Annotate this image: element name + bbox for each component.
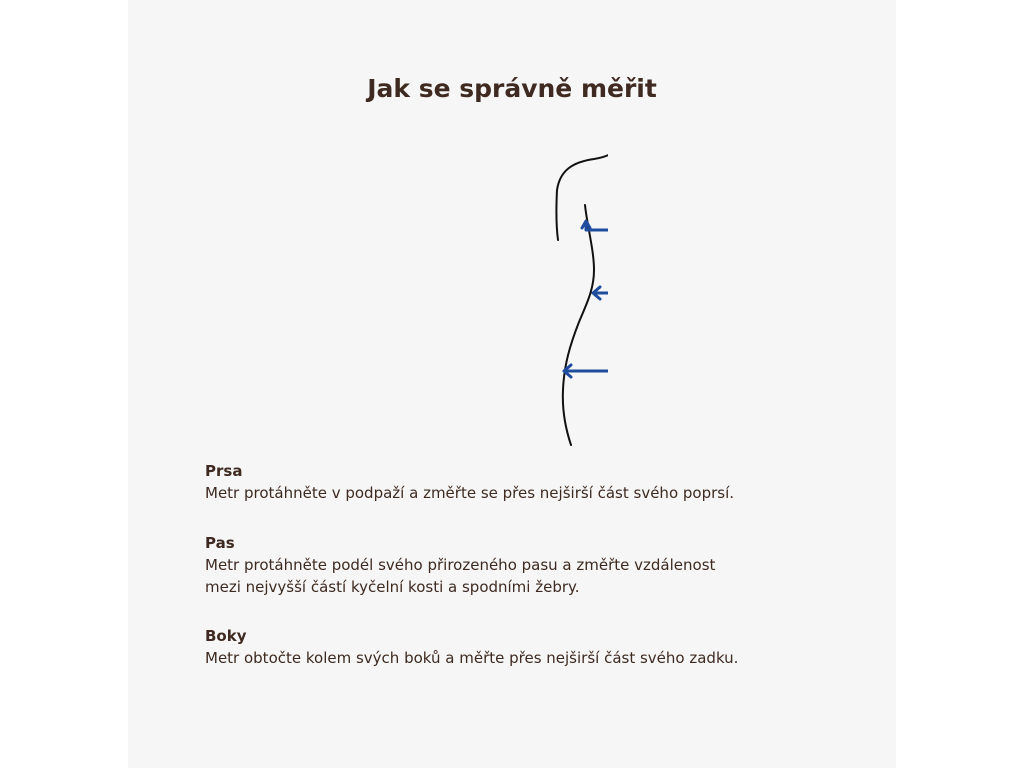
section-heading-boky: Boky — [205, 627, 247, 645]
page-title: Jak se správně měřit — [367, 74, 657, 103]
bust-arrow — [582, 221, 608, 230]
section-heading-prsa: Prsa — [205, 462, 243, 480]
size-guide-panel — [128, 0, 896, 768]
measure-arrows — [564, 221, 608, 377]
section-text-pas-line-1: Metr protáhněte podél svého přirozeného pasu a změřte vzdálenost — [205, 556, 716, 574]
section-pas — [205, 532, 845, 598]
section-boky — [205, 625, 845, 669]
section-text-pas-line-2: mezi nejvyšší částí kyčelní kosti a spodními žebry. — [205, 578, 580, 596]
body-silhouette-icon — [418, 130, 608, 450]
neck-left-line — [556, 137, 608, 240]
section-prsa — [205, 460, 845, 504]
torso-left-line — [563, 205, 594, 445]
waist-arrow — [593, 287, 608, 299]
section-heading-pas: Pas — [205, 534, 235, 552]
hip-arrow — [564, 365, 608, 377]
section-text-boky-line-1: Metr obtočte kolem svých boků a měřte přes nejširší část svého zadku. — [205, 649, 739, 667]
section-text-prsa-line-1: Metr protáhněte v podpaží a změřte se přes nejširší část svého poprsí. — [205, 484, 735, 502]
